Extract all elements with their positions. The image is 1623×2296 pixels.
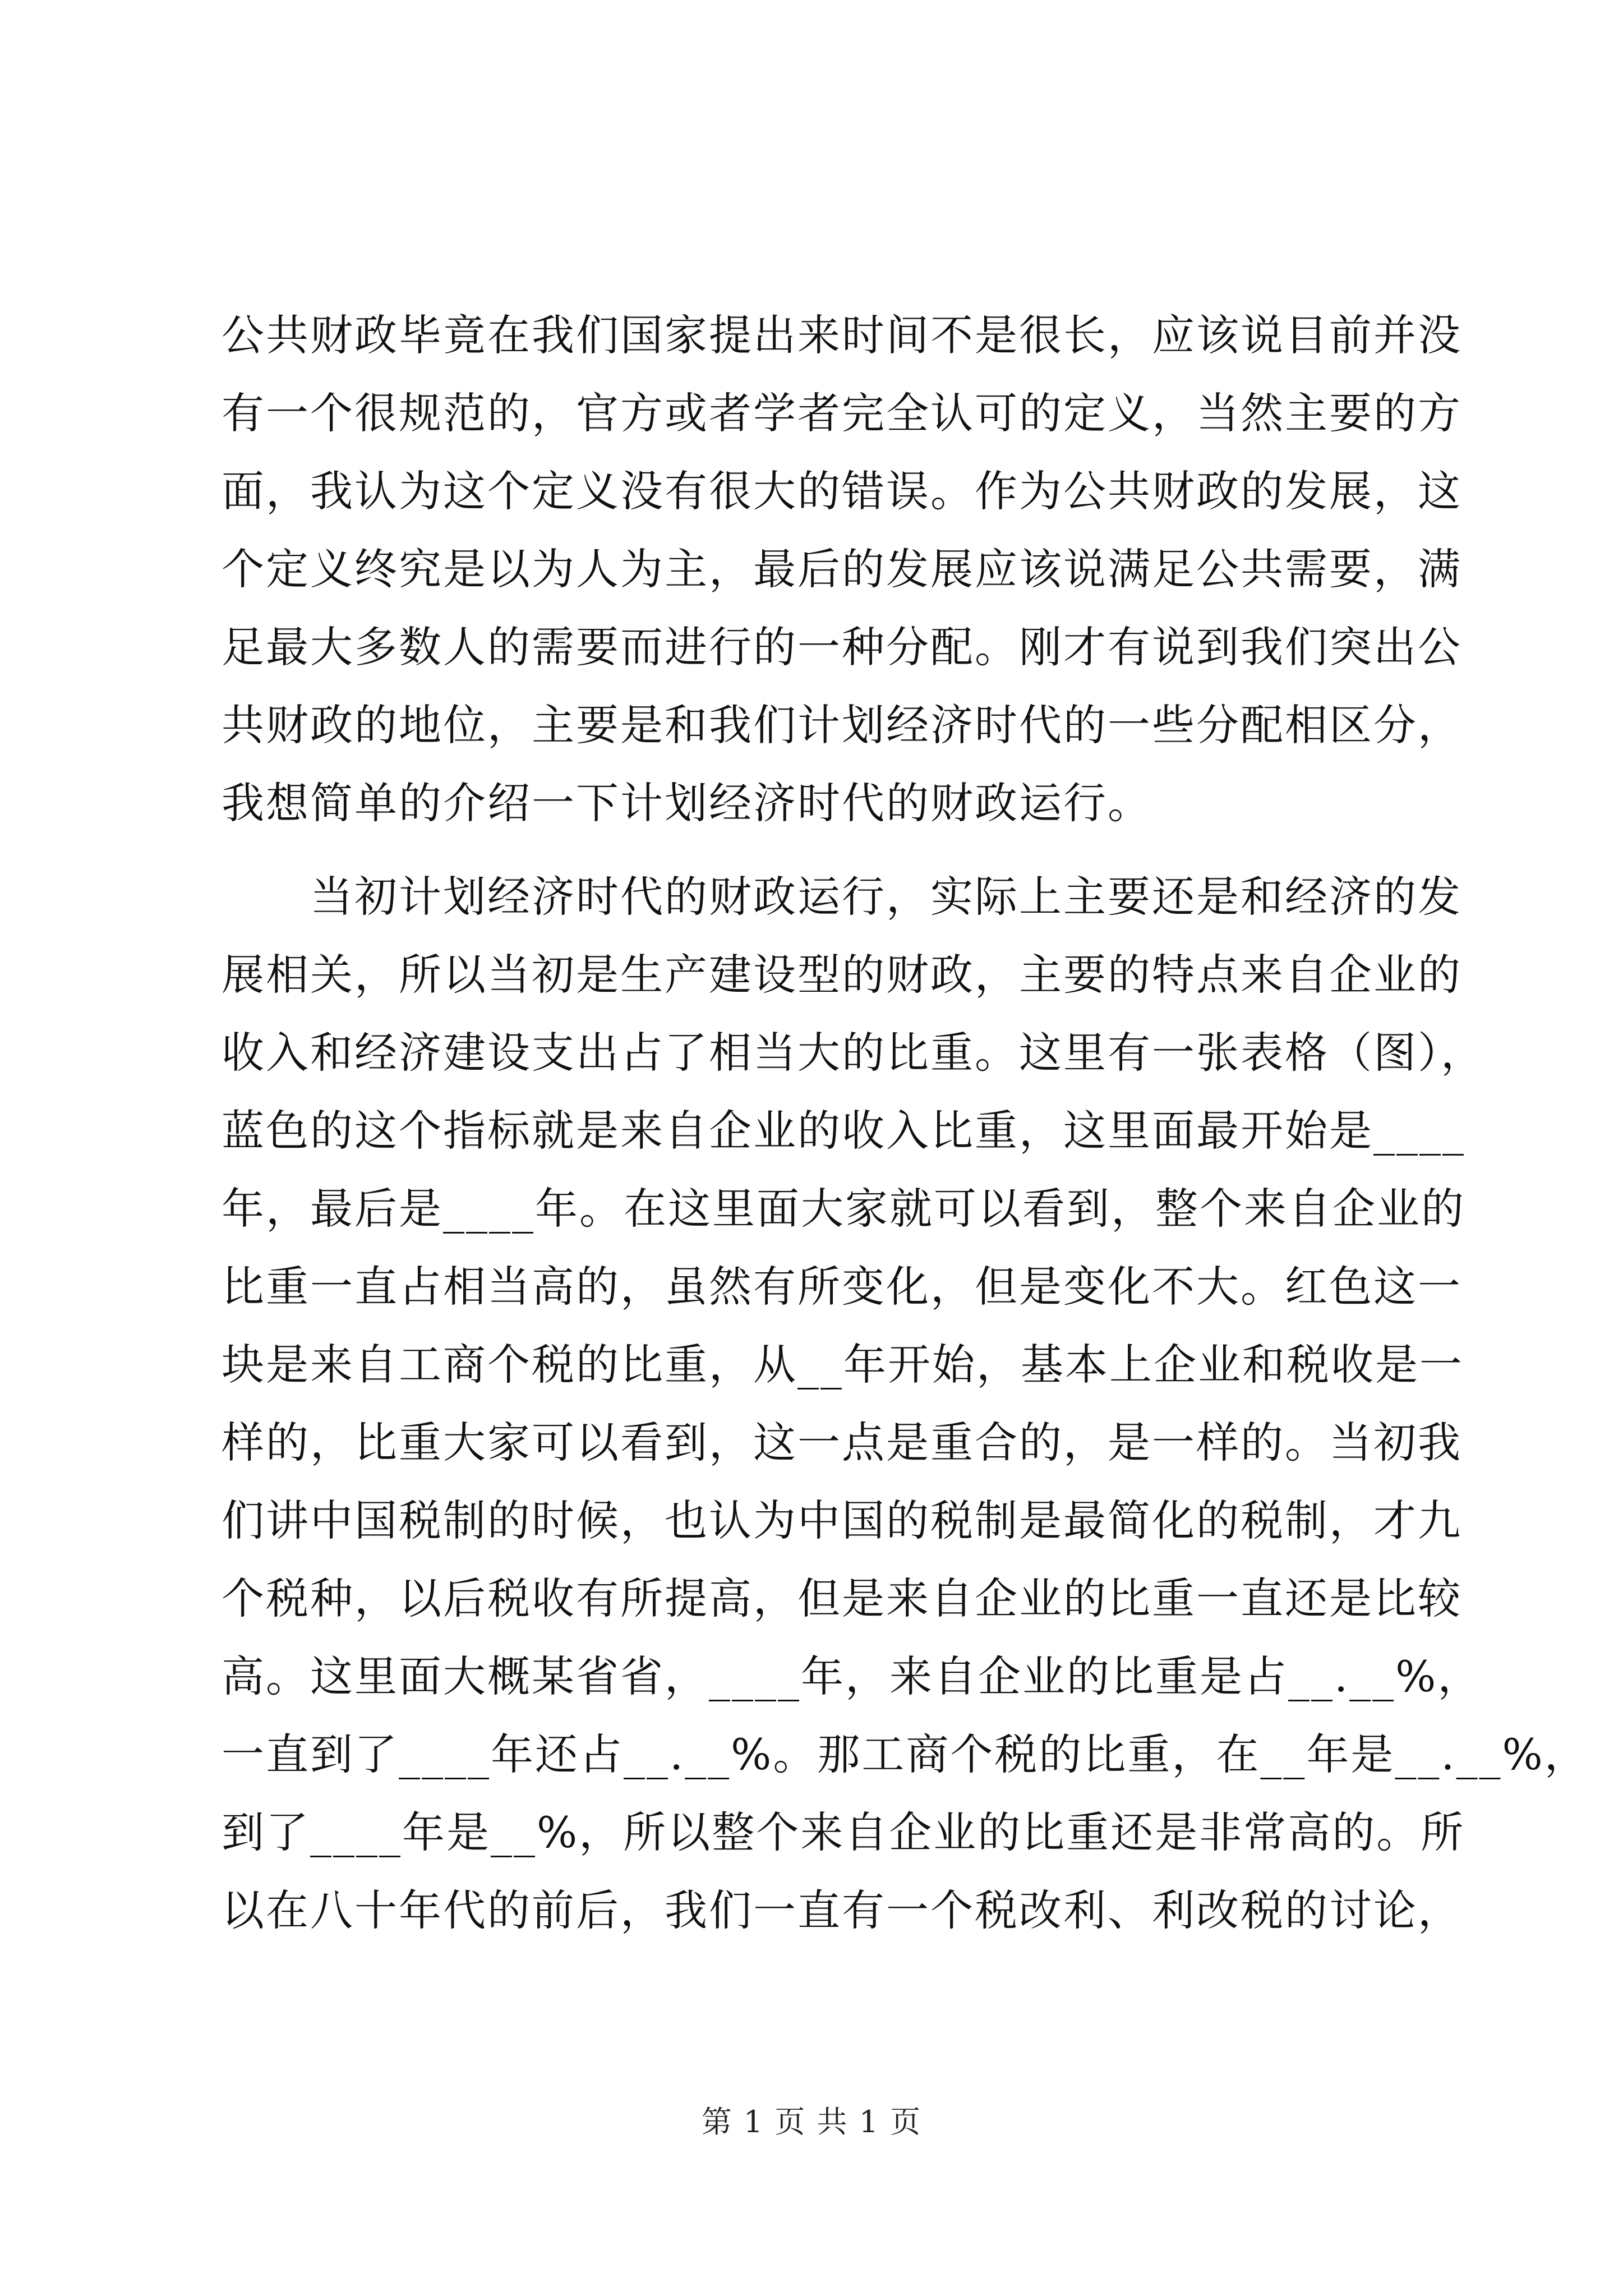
text-line: 有一个很规范的，官方或者学者完全认可的定义，当然主要的方 [222, 388, 1462, 438]
text-line: 我想简单的介绍一下计划经济时代的财政运行。 [222, 778, 1152, 828]
text-line: 样的，比重大家可以看到，这一点是重合的，是一样的。当初我 [222, 1418, 1462, 1467]
text-line: 以在八十年代的前后，我们一直有一个税改利、利改税的讨论， [222, 1885, 1462, 1935]
text-line: 公共财政毕竟在我们国家提出来时间不是很长，应该说目前并没 [222, 310, 1462, 360]
text-line: 块是来自工商个税的比重，从__年开始，基本上企业和税收是一 [222, 1340, 1464, 1389]
text-line: 高。这里面大概某省省，____年，来自企业的比重是占__.__%， [222, 1651, 1482, 1701]
text-line: 面，我认为这个定义没有很大的错误。作为公共财政的发展，这 [222, 466, 1462, 516]
text-line: 年，最后是____年。在这里面大家就可以看到，整个来自企业的 [222, 1184, 1465, 1234]
text-line: 个定义终究是以为人为主，最后的发展应该说满足公共需要，满 [222, 544, 1462, 594]
text-line: 收入和经济建设支出占了相当大的比重。这里有一张表格（图）， [222, 1028, 1485, 1078]
text-line: 共财政的地位，主要是和我们计划经济时代的一些分配相区分， [222, 700, 1462, 750]
document-body [222, 296, 1589, 1949]
text-line: 个税种，以后税收有所提高，但是来自企业的比重一直还是比较 [222, 1573, 1462, 1623]
text-line: 们讲中国税制的时候，也认为中国的税制是最简化的税制，才九 [222, 1496, 1462, 1545]
page-footer: 第 1 页 共 1 页 [701, 2104, 922, 2139]
paragraph-1 [222, 296, 1462, 842]
text-line: 当初计划经济时代的财政运行，实际上主要还是和经济的发 [222, 872, 1462, 922]
text-line: 到了____年是__%，所以整个来自企业的比重还是非常高的。所 [222, 1807, 1465, 1857]
text-line: 一直到了____年还占__.__%。那工商个税的比重，在__年是__.__%， [222, 1729, 1589, 1779]
paragraph-2 [222, 858, 1589, 1949]
text-line: 足最大多数人的需要而进行的一种分配。刚才有说到我们突出公 [222, 622, 1462, 672]
paragraph-spacer [222, 842, 1427, 858]
text-line: 蓝色的这个指标就是来自企业的收入比重，这里面最开始是____ [222, 1106, 1465, 1156]
text-line: 展相关，所以当初是生产建设型的财政，主要的特点来自企业的 [222, 950, 1462, 1000]
text-line: 比重一直占相当高的，虽然有所变化，但是变化不大。红色这一 [222, 1262, 1462, 1312]
